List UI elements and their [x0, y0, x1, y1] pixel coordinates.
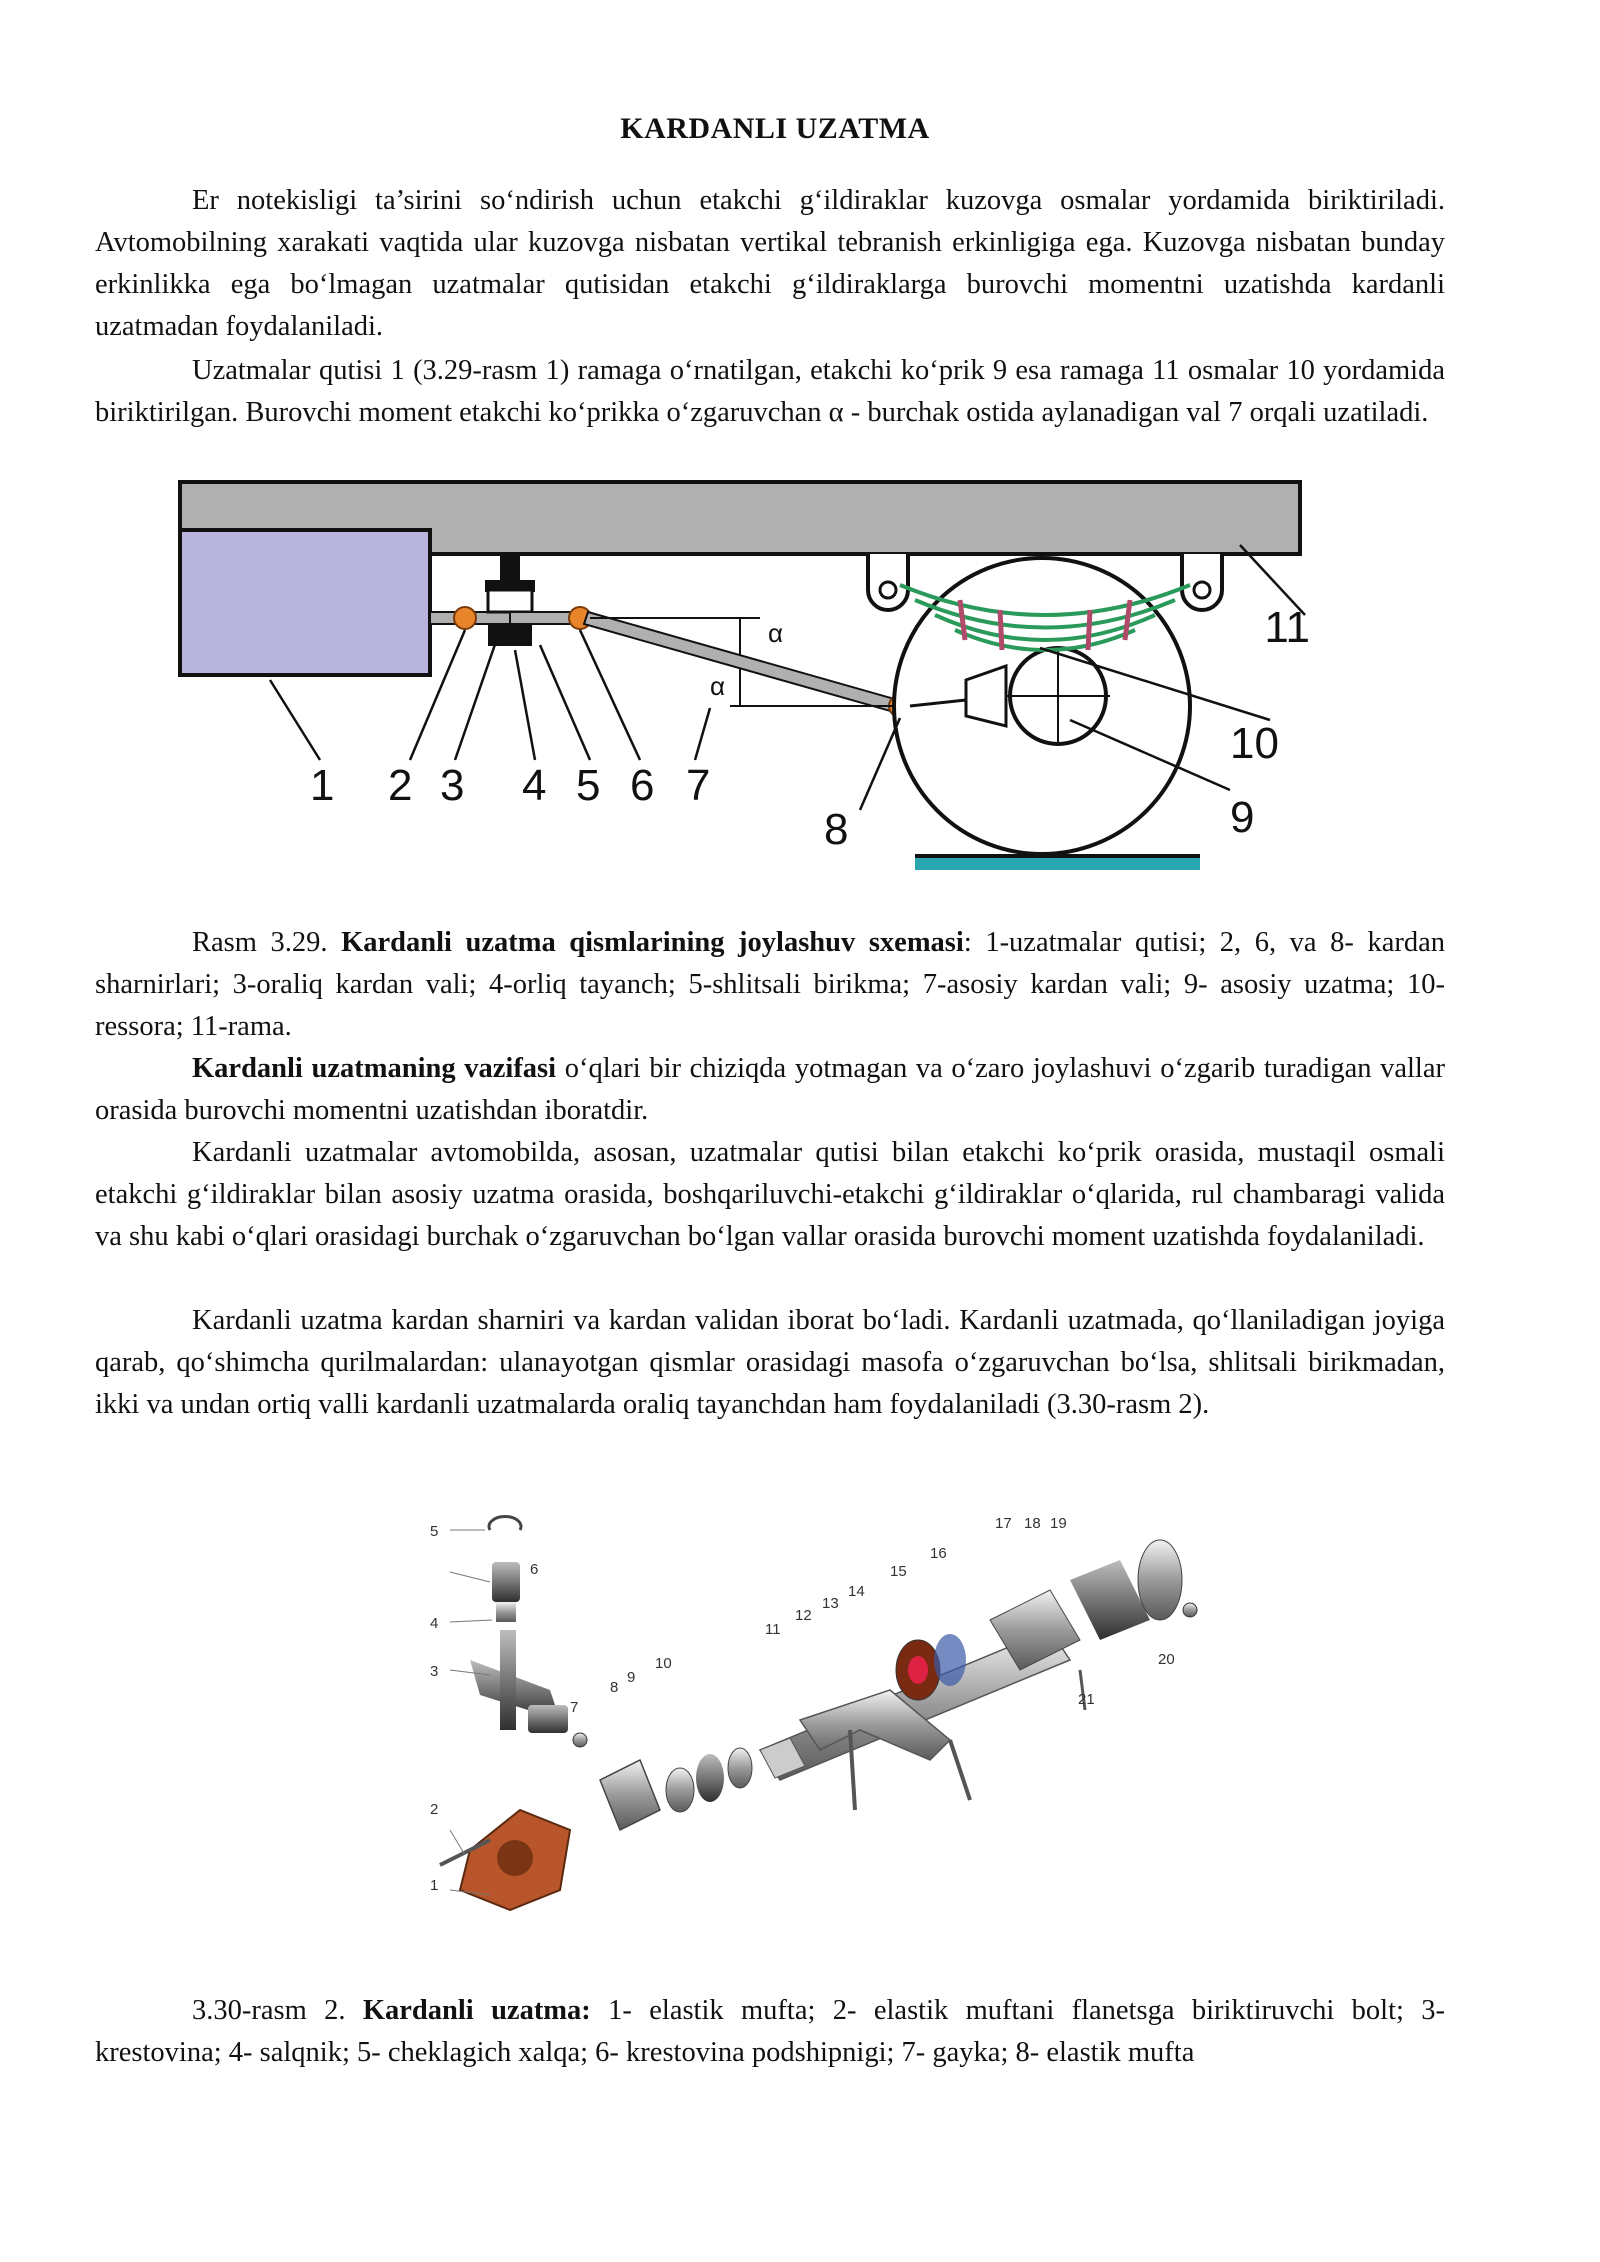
fig2-label-8: 8 — [610, 1679, 619, 1696]
fig2-label-20: 20 — [1158, 1651, 1175, 1668]
hanger-pin-front — [880, 582, 896, 598]
paragraph-3-bold: Kardanli uzatmaning vazifasi — [192, 1053, 557, 1084]
page-title: KARDANLI UZATMA — [620, 112, 930, 145]
fig2-label-3: 3 — [430, 1663, 439, 1680]
fig1-label-1: 1 — [310, 761, 335, 810]
fig2-label-10: 10 — [655, 1655, 672, 1672]
figure-3-30-exploded-view — [430, 1510, 1210, 1930]
caption-3-30-text: 1- elastik mufta; 2- elastik muftani flanetsga biriktiruvchi bolt; 3- krestovina; 4- salqnik; 5- cheklagich xalqa; 6- krestovina podshipnigi; 7- gayka; 8- elastik mufta — [95, 1995, 1446, 2068]
fig1-label-5: 5 — [576, 761, 601, 810]
support-bracket — [500, 554, 520, 584]
rear-flange — [1138, 1540, 1182, 1620]
fig2-label-15: 15 — [890, 1563, 907, 1580]
cross-spider-body — [500, 1630, 516, 1730]
paragraph-4: Kardanli uzatmalar avtomobilda, asosan, uzatmalar qutisi bilan etakchi ko‘prik orasida, mustaqil osmali etakchi g‘ildiraklar bilan asosiy uzatma orasida, boshqariluvchi-etakchi g‘ildiraklar o‘qlarida, rul chambaragi valida va shu kabi o‘qlari orasidagi burchak o‘zgaruvchan bo‘lgan vallar orasida burovchi moment uzatishda foydalaniladi. — [95, 1137, 1445, 1252]
paragraph-3-text: o‘qlari bir chiziqda yotmagan va o‘zaro joylashuvi o‘zgarib turadigan vallar orasida burovchi momentni uzatishdan iboratdir. — [95, 1053, 1445, 1126]
bushing — [696, 1754, 724, 1802]
caption-3-29-text: : 1-uzatmalar qutisi; 2, 6, va 8- kardan sharnirlari; 3-oraliq kardan vali; 4-orliq tayanch; 5-shlitsali birikma; 7-asosiy kardan vali; 9- asosiy uzatma; 10-ressora; 11-rama. — [95, 927, 1446, 1042]
cross-bearing — [528, 1705, 568, 1733]
coupling-hub — [497, 1840, 533, 1876]
nut — [573, 1733, 587, 1747]
caption-3-29-lead: Rasm 3.29. — [192, 927, 342, 958]
gearbox — [180, 530, 430, 675]
fig2-label-2: 2 — [430, 1801, 439, 1818]
fig1-label-2: 2 — [388, 761, 413, 810]
fig2-label-7: 7 — [570, 1699, 579, 1716]
fig2-label-6: 6 — [530, 1561, 539, 1578]
paragraph-1: Er notekisligi ta’sirini so‘ndirish uchun etakchi g‘ildiraklar kuzovga osmalar yordamida biriktiriladi. Avtomobilning xarakati vaqtida ular kuzovga nisbatan vertikal tebranish erkinligiga ega. Kuzovga nisbatan bunday erkinlikka ega bo‘lmagan uzatmalar qutisidan etakchi g‘ildiraklarga burovchi momentni uzatishda kardanli uzatmadan foydalaniladi. — [95, 185, 1445, 342]
joint-2 — [454, 607, 476, 629]
fig2-label-5: 5 — [430, 1523, 439, 1540]
support-housing — [488, 590, 532, 612]
bearing-seal — [908, 1656, 928, 1684]
paragraph-5: Kardanli uzatma kardan sharniri va kardan validan iborat bo‘ladi. Kardanli uzatmada, qo‘llaniladigan joyiga qarab, qo‘shimcha qurilmalardan: ulanayotgan qismlar orasidagi masofa o‘zgaruvchan bo‘lsa, shlitsali birikmadan, ikki va undan ortiq valli kardanli uzatmalarda oraliq tayanchdan ham foydalaniladi (3.30-rasm 2). — [95, 1305, 1445, 1420]
alpha-label-2: α — [710, 671, 726, 701]
fig2-label-9: 9 — [627, 1669, 636, 1686]
hanger-pin-rear — [1194, 582, 1210, 598]
fig2-label-12: 12 — [795, 1607, 812, 1624]
caption-3-30-title: Kardanli uzatma: — [362, 1995, 591, 2026]
caption-3-30-lead: 3.30-rasm 2. — [192, 1995, 363, 2026]
paragraph-3 — [95, 1048, 1445, 1132]
fig2-label-13: 13 — [822, 1595, 839, 1612]
figure-3-29-diagram — [170, 470, 1310, 890]
intermediate-shaft — [510, 612, 570, 624]
fig2-label-17: 17 — [995, 1515, 1012, 1532]
flange-yoke — [600, 1760, 660, 1830]
caption-3-30 — [95, 1990, 1445, 2074]
bracket-leg-2 — [950, 1740, 970, 1800]
caption-3-29 — [95, 922, 1445, 1048]
fig2-label-18: 18 — [1024, 1515, 1041, 1532]
paragraph-2: Uzatmalar qutisi 1 (3.29-rasm 1) ramaga o‘rnatilgan, etakchi ko‘prik 9 esa ramaga 11 osmalar 10 yordamida biriktirilgan. Burovchi moment etakchi ko‘prikka o‘zgaruvchan α - burchak ostida aylanadigan val 7 orqali uzatiladi. — [95, 355, 1445, 428]
fig2-label-14: 14 — [848, 1583, 865, 1600]
fig1-label-10: 10 — [1230, 719, 1279, 768]
fig1-label-4: 4 — [522, 761, 547, 810]
fig2-label-16: 16 — [930, 1545, 947, 1562]
retaining-ring — [489, 1517, 521, 1530]
washer — [666, 1768, 694, 1812]
alpha-label-1: α — [768, 618, 784, 648]
seal — [496, 1602, 516, 1622]
fig1-label-11: 11 — [1264, 603, 1310, 652]
fig1-label-6: 6 — [630, 761, 655, 810]
bearing-cup — [492, 1562, 520, 1602]
fig2-label-19: 19 — [1050, 1515, 1067, 1532]
fig2-label-1: 1 — [430, 1877, 439, 1894]
fig2-label-11: 11 — [765, 1621, 781, 1638]
fig2-label-21: 21 — [1078, 1691, 1095, 1708]
bearing-clamp — [934, 1634, 966, 1686]
fig1-label-3: 3 — [440, 761, 465, 810]
fig1-label-8: 8 — [824, 805, 849, 854]
caption-3-29-title: Kardanli uzatma qismlarining joylashuv sxemasi — [341, 927, 964, 958]
seal-ring — [728, 1748, 752, 1788]
fig1-label-7: 7 — [686, 761, 711, 810]
flange-nut — [1183, 1603, 1197, 1617]
fig2-label-4: 4 — [430, 1615, 439, 1632]
fig1-label-9: 9 — [1230, 793, 1255, 842]
ground-surface — [915, 858, 1200, 870]
